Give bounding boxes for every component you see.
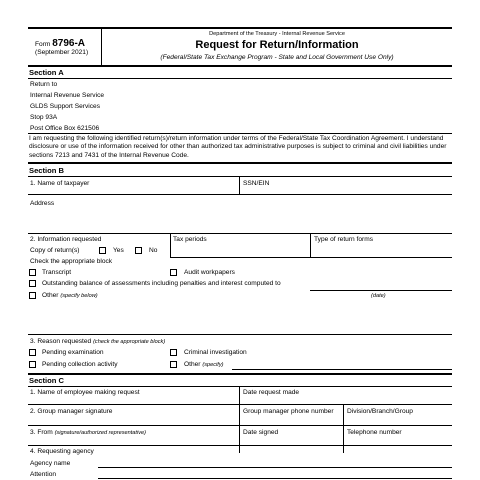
pending-exam-checkbox[interactable] [29, 349, 36, 356]
group-manager-phone-label: Group manager phone number [243, 408, 334, 415]
return-forms-label: Type of return forms [314, 236, 373, 243]
section-c-divider [239, 386, 240, 453]
return-to-line: GLDS Support Services [30, 103, 100, 110]
other-info-label: Other (specify below) [42, 292, 98, 299]
other-info-checkbox[interactable] [29, 292, 36, 299]
audit-workpapers-checkbox[interactable] [170, 269, 177, 276]
header-bottom-rule [28, 65, 452, 67]
return-to-line: Post Office Box 621506 [30, 125, 100, 132]
agency-name-label: Agency name [30, 460, 71, 467]
check-block-label: Check the appropriate block [30, 258, 113, 265]
tax-periods-label: Tax periods [173, 236, 207, 243]
department: Department of the Treasury - Internal Revenue Service [209, 31, 345, 37]
section-b-top-rule [28, 162, 452, 164]
outstanding-balance-checkbox[interactable] [29, 280, 36, 287]
taxpayer-name-label: 1. Name of taxpayer [30, 180, 90, 187]
reason-other-line[interactable] [232, 369, 452, 370]
tax-periods-bottom-rule [170, 257, 452, 258]
address-rule [28, 133, 452, 134]
authorization-statement: I am requesting the following identified return(s)/return information under terms of the Federal/State Tax Coordination Agreement. I understand disclosure or use of the information received for other than authorized tax administrative purposes is subject to criminal and civil liabilities under sections 7213 and 7431 of the Internal Revenue Code. [29, 135, 447, 159]
form-number: 8796-A [52, 38, 86, 49]
page-subtitle: (Federal/State Tax Exchange Program - State and Local Government Use Only) [160, 54, 394, 61]
reason-other-note: (specify) [202, 362, 224, 368]
telephone-number-label: Telephone number [347, 429, 402, 436]
return-to-line: Return to [30, 81, 58, 88]
address-label: Address [30, 200, 55, 207]
copy-yes-checkbox[interactable] [99, 247, 106, 254]
return-to-line: Internal Revenue Service [30, 92, 105, 99]
employee-name-label: 1. Name of employee making request [30, 389, 140, 396]
other-info-note: (specify below) [60, 293, 98, 299]
criminal-investigation-checkbox[interactable] [170, 349, 177, 356]
agency-name-line[interactable] [98, 467, 452, 468]
date-request-made-label: Date request made [243, 389, 300, 396]
date-signed-label: Date signed [243, 429, 279, 436]
top-rule [28, 27, 452, 29]
manager-row-rule [28, 425, 452, 426]
date-computed-line[interactable] [310, 290, 452, 291]
transcript-label: Transcript [42, 269, 72, 276]
reason-note: (check the appropriate block) [93, 339, 166, 345]
copy-no-label: No [149, 247, 158, 254]
form-date: (September 2021) [35, 49, 89, 56]
copy-no-checkbox[interactable] [135, 247, 142, 254]
copy-of-returns-label: Copy of return(s) [30, 247, 80, 254]
pending-exam-label: Pending examination [42, 349, 104, 356]
group-manager-signature-label: 2. Group manager signature [30, 408, 113, 415]
attention-label: Attention [30, 471, 57, 478]
ssn-divider [239, 176, 240, 194]
criminal-investigation-label: Criminal investigation [184, 349, 247, 356]
outstanding-balance-label: Outstanding balance of assessments including penalties and interest computed to [42, 280, 281, 287]
copy-yes-label: Yes [113, 247, 124, 254]
info-requested-label: 2. Information requested [30, 236, 102, 243]
section-c-top-rule [28, 373, 452, 375]
return-forms-divider [310, 233, 311, 257]
pending-collection-label: Pending collection activity [42, 361, 118, 368]
section-a-heading: Section A [29, 68, 64, 77]
date-note: (date) [371, 293, 386, 299]
attention-line[interactable] [98, 478, 452, 479]
tax-periods-divider [170, 233, 171, 257]
section-c-rule [28, 386, 452, 387]
reason-other-checkbox[interactable] [170, 361, 177, 368]
requesting-agency-label: 4. Requesting agency [30, 448, 94, 455]
return-to-line: Stop 93A [30, 114, 58, 121]
pending-collection-checkbox[interactable] [29, 361, 36, 368]
from-label: 3. From (signature/authorized representative) [30, 429, 146, 436]
section-b-heading: Section B [29, 166, 65, 175]
reason-requested-label: 3. Reason requested (check the appropriate block) [30, 338, 166, 345]
audit-workpapers-label: Audit workpapers [184, 269, 235, 276]
division-label: Division/Branch/Group [347, 408, 413, 415]
name-rule [28, 194, 452, 195]
ssn-label: SSN/EIN [243, 180, 270, 187]
section-b-rule [28, 176, 452, 177]
form-label: Form 8796-A [35, 38, 86, 49]
employee-row-rule [28, 404, 452, 405]
section-c-heading: Section C [29, 376, 65, 385]
page-title: Request for Return/Information [195, 39, 359, 51]
reason-other-label: Other (specify) [184, 361, 224, 368]
other-info-bottom-rule [28, 334, 452, 335]
from-row-rule [28, 445, 452, 446]
transcript-checkbox[interactable] [29, 269, 36, 276]
address-bottom-rule [28, 233, 452, 234]
from-note: (signature/authorized representative) [54, 430, 146, 436]
section-a-rule [28, 78, 452, 79]
